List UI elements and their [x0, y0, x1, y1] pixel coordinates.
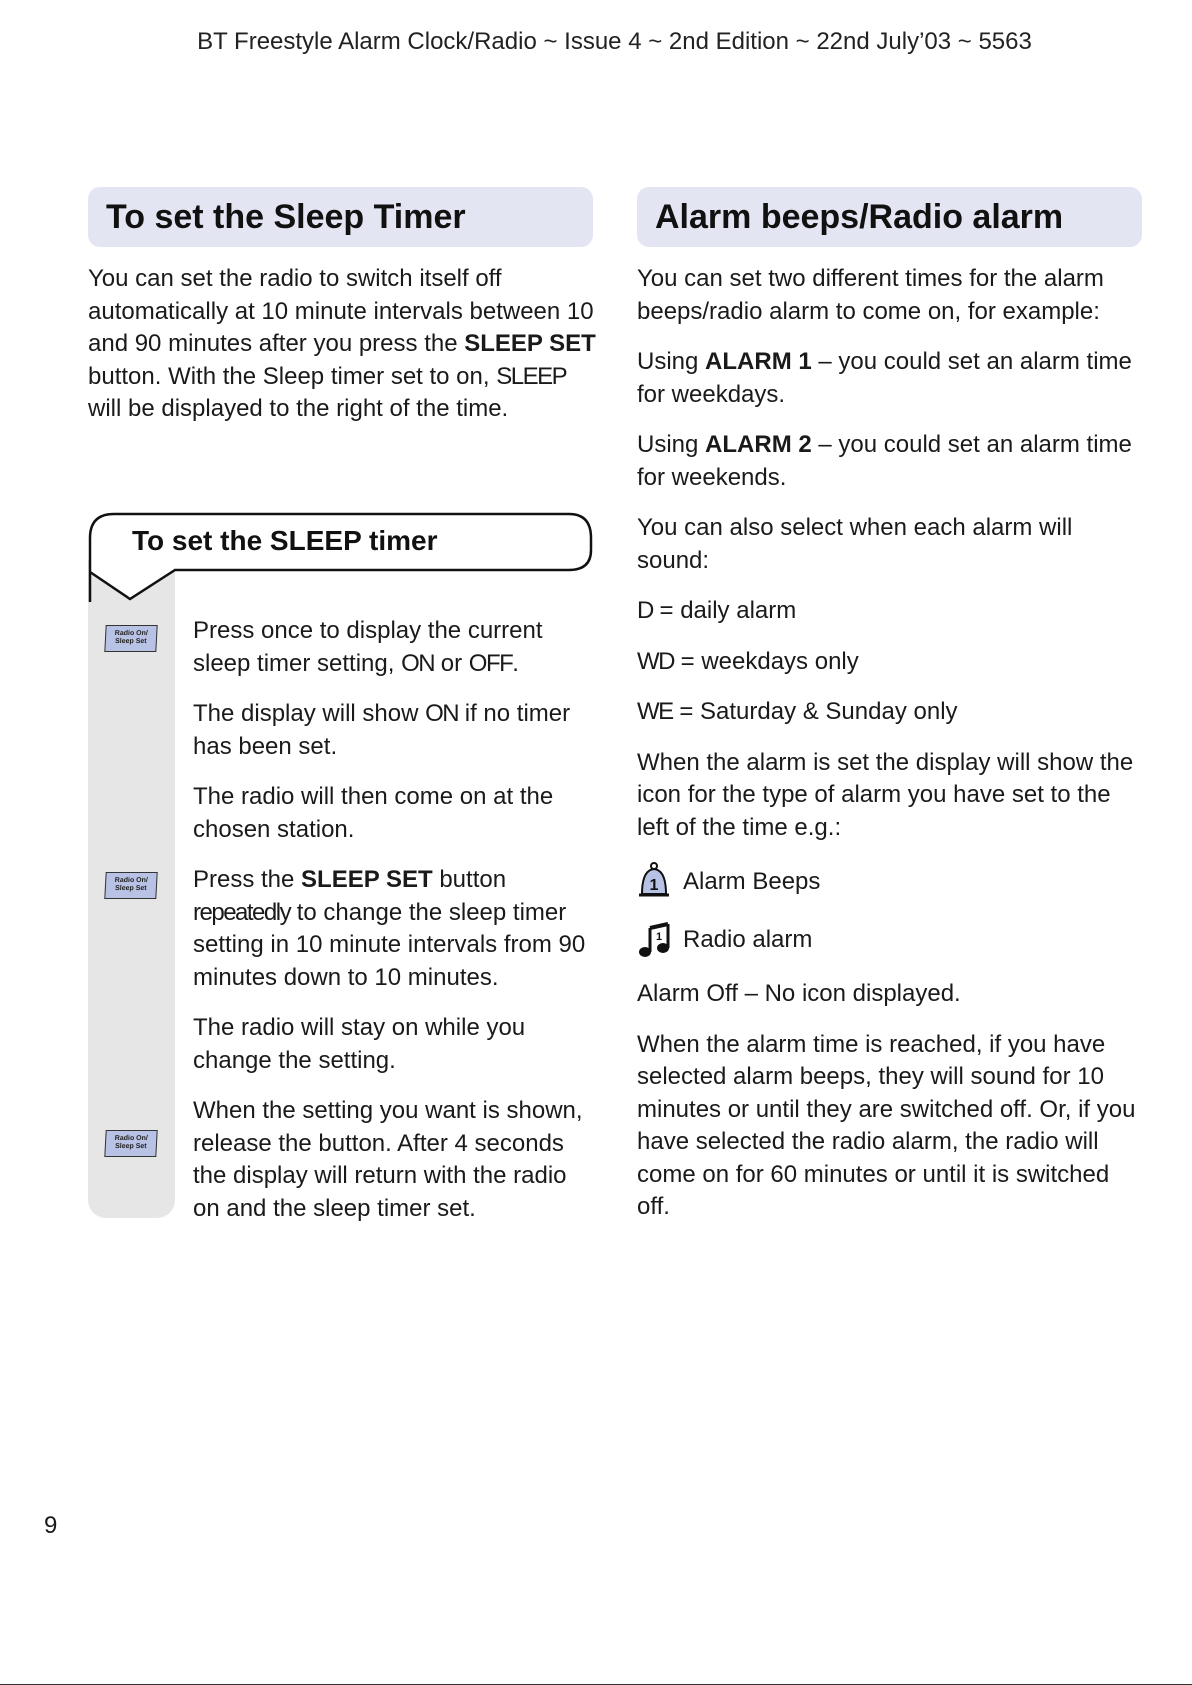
alarm-heading: Alarm beeps/Radio alarm [655, 197, 1064, 236]
alarm-2-text: Using ALARM 2 – you could set an alarm time for weekends. [637, 431, 1132, 491]
radio-sleep-button-icon: Radio On/ Sleep Set [104, 872, 157, 899]
radio-alarm-row [637, 920, 1143, 960]
sleep-timer-heading: To set the Sleep Timer [106, 197, 466, 236]
radio-sleep-button-icon: Radio On/ Sleep Set [104, 1130, 157, 1157]
alarm-reached-text: When the alarm time is reached, if you have selected alarm beeps, they will sound for 10 minutes or until they are switched off. Or, if you have selected the radio alarm, the radio will come on for 60 minutes or until it is switched off. [637, 1030, 1136, 1220]
document-header: BT Freestyle Alarm Clock/Radio ~ Issue 4 ~ 2nd Edition ~ 22nd July’03 ~ 5563 [197, 28, 1032, 55]
sleep-timer-intro [88, 263, 596, 426]
alarm-select-text: You can also select when each alarm will sound: [637, 514, 1073, 574]
radio-sleep-button-icon: Radio On/ Sleep Set [104, 625, 157, 652]
page-number: 9 [44, 1512, 58, 1539]
weekends-item: WE = Saturday & Sunday only [637, 698, 958, 725]
step-3-text: When the setting you want is shown, release the button. After 4 seconds the display will return with the radio on and the sleep timer set. [193, 1097, 583, 1222]
alarm-off-text: Alarm Off – No icon displayed. [637, 980, 961, 1007]
sleep-timer-callout-title: To set the SLEEP timer [132, 525, 438, 556]
alarm-content [637, 263, 1143, 1242]
sleep-timer-intro-paragraph: You can set the radio to switch itself off automatically at 10 minute intervals between 10 and 90 minutes after you press the SLEEP SET button. With the Sleep timer set to on, SLEEP will be displayed to the right of the time. [88, 265, 596, 422]
alarm-title-bar [637, 187, 1142, 247]
sleep-timer-title-bar [88, 187, 593, 247]
alarm-intro: You can set two different times for the alarm beeps/radio alarm to come on, for example: [637, 265, 1104, 325]
alarm-beeps-row [637, 862, 1143, 902]
step-1-text: Press once to display the current sleep timer setting, ON or OFF. [193, 617, 543, 677]
svg-text:1: 1 [655, 931, 663, 943]
step-1-note: The display will show ON if no timer has been set. [193, 700, 571, 760]
weekdays-item: WD = weekdays only [637, 647, 859, 675]
alarm-beeps-label: Alarm Beeps [683, 868, 821, 895]
step-1-note-2: The radio will then come on at the chosen station. [193, 783, 554, 843]
alarm-icon-explanation: When the alarm is set the display will show the icon for the type of alarm you have set to the left of the time e.g.: [637, 748, 1134, 841]
step-2-text: Press the SLEEP SET button repeatedly to change the sleep timer setting in 10 minute intervals from 90 minutes down to 10 minutes. [193, 866, 586, 991]
daily-alarm-item: D = daily alarm [637, 597, 797, 624]
radio-alarm-label: Radio alarm [683, 926, 813, 953]
music-note-icon [637, 920, 671, 960]
svg-text:1: 1 [649, 877, 659, 894]
step-2-note: The radio will stay on while you change the setting. [193, 1014, 526, 1074]
sleep-timer-steps [193, 615, 598, 1243]
bell-icon [637, 862, 671, 902]
alarm-1-text: Using ALARM 1 – you could set an alarm time for weekdays. [637, 348, 1132, 408]
